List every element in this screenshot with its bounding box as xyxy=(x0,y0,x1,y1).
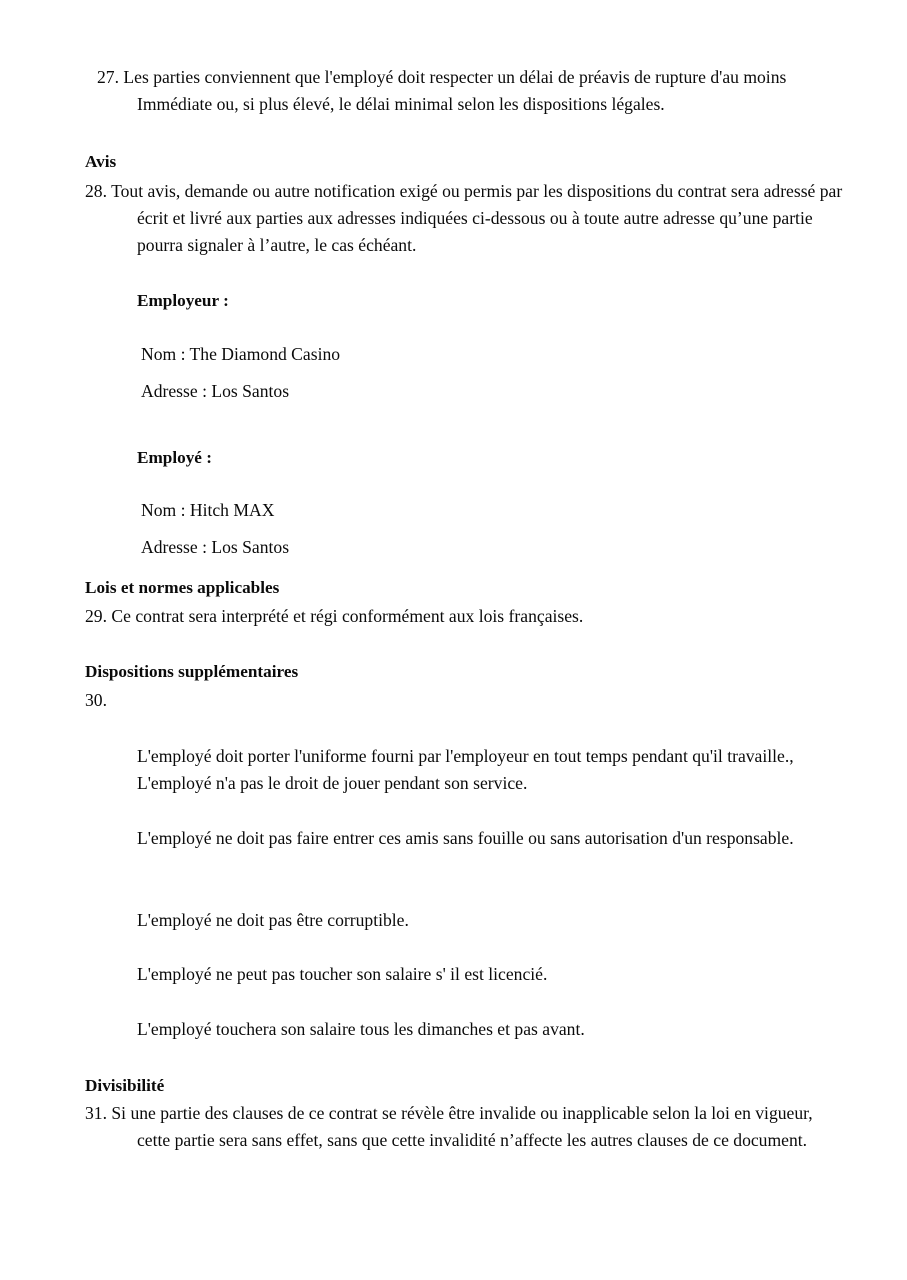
provision-3: L'employé ne doit pas être corruptible. xyxy=(137,910,409,930)
employee-label: Employé : xyxy=(137,448,212,467)
clause-31-number: 31. xyxy=(85,1103,112,1123)
clause-31 xyxy=(85,1100,847,1154)
clause-30 xyxy=(85,687,847,714)
heading-avis: Avis xyxy=(85,152,117,171)
heading-lois-et-normes: Lois et normes applicables xyxy=(85,578,280,597)
heading-dispositions: Dispositions supplémentaires xyxy=(85,662,299,681)
heading-divisibilite: Divisibilité xyxy=(85,1076,165,1095)
clause-30-number: 30. xyxy=(85,690,107,710)
employer-label: Employeur : xyxy=(137,291,229,310)
clause-27-number: 27. xyxy=(97,67,124,87)
provision-1: L'employé doit porter l'uniforme fourni par l'employeur en tout temps pendant qu'il travaille., L'employé n'a pas le droit de jouer pendant son service. xyxy=(137,746,794,793)
employer-address: Adresse : Los Santos xyxy=(141,381,290,401)
provision-2: L'employé ne doit pas faire entrer ces amis sans fouille ou sans autorisation d'un responsable. xyxy=(137,828,794,848)
clause-31-text: Si une partie des clauses de ce contrat se révèle être invalide ou inapplicable selon la loi en vigueur, cette partie sera sans effet, sans que cette invalidité n’affecte les autres clauses de ce document. xyxy=(111,1103,813,1150)
clause-28-text: Tout avis, demande ou autre notification exigé ou permis par les dispositions du contrat sera adressé par écrit et livré aux parties aux adresses indiquées ci-dessous ou à toute autre adresse qu’une partie pourra signaler à l’autre, le cas échéant. xyxy=(111,181,843,255)
clause-27 xyxy=(97,64,835,118)
employee-address: Adresse : Los Santos xyxy=(141,537,290,557)
employer-name: Nom : The Diamond Casino xyxy=(141,344,341,364)
clause-28-number: 28. xyxy=(85,181,112,201)
clause-28 xyxy=(85,178,847,259)
clause-29 xyxy=(85,603,847,630)
clause-29-text: Ce contrat sera interprété et régi conformément aux lois françaises. xyxy=(111,606,584,626)
employee-name: Nom : Hitch MAX xyxy=(141,500,275,520)
provision-5: L'employé touchera son salaire tous les dimanches et pas avant. xyxy=(137,1019,585,1039)
clause-29-number: 29. xyxy=(85,606,112,626)
provision-4: L'employé ne peut pas toucher son salaire s' il est licencié. xyxy=(137,964,548,984)
clause-27-text: Les parties conviennent que l'employé doit respecter un délai de préavis de rupture d'au moins Immédiate ou, si plus élevé, le délai minimal selon les dispositions légales. xyxy=(123,67,787,114)
